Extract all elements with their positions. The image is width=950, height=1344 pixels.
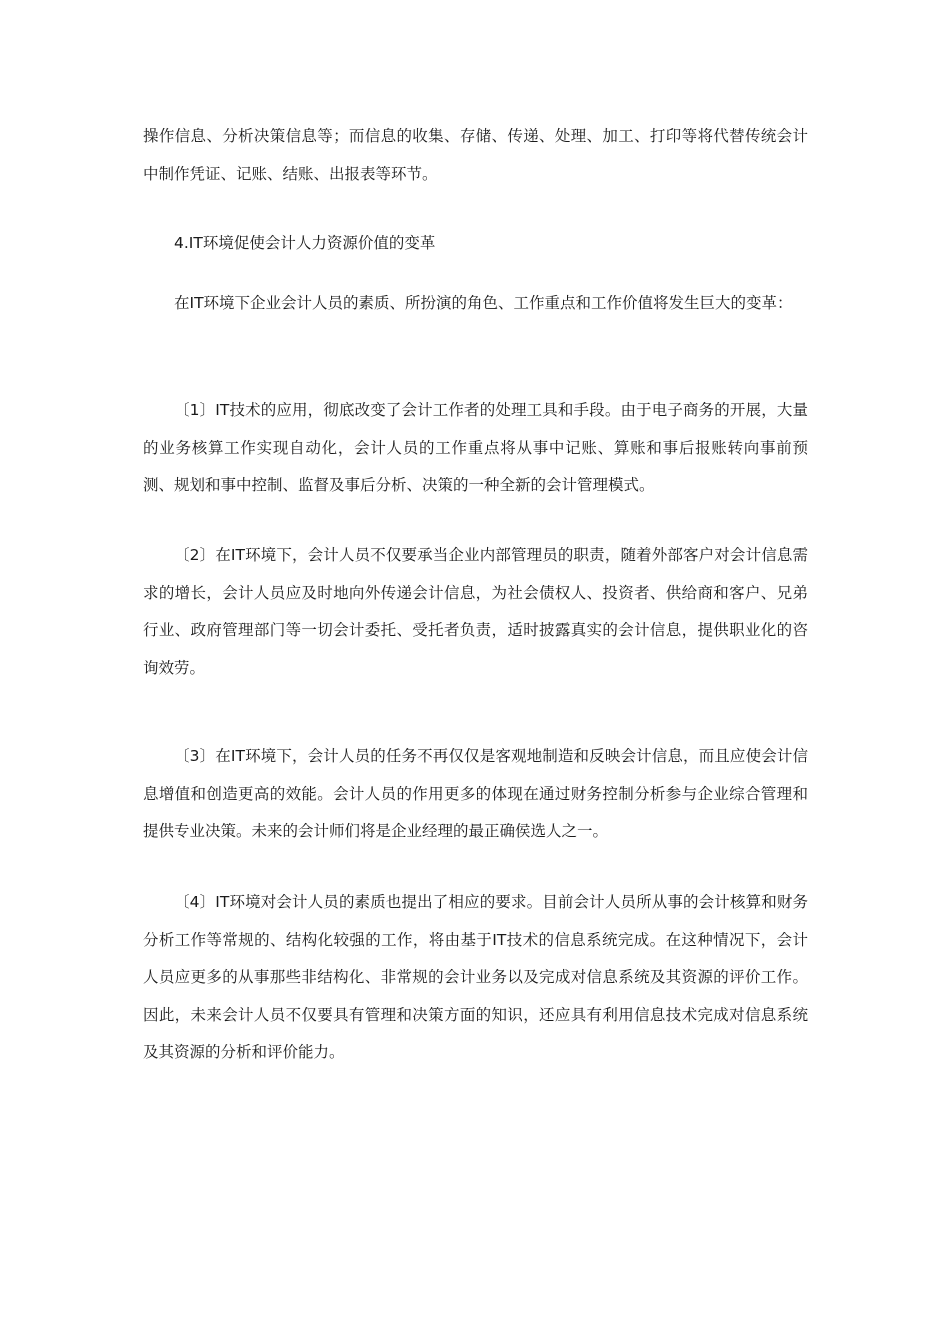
paragraph-intro: 在IT环境下企业会计人员的素质、所扮演的角色、工作重点和工作价值将发生巨大的变革： [174, 294, 793, 312]
paragraph-continuation: 操作信息、分析决策信息等；而信息的收集、存储、传递、处理、加工、打印等将代替传统会计中制作凭证、记账、结账、出报表等环节。 [143, 127, 808, 183]
paragraph-item-4: 〔4〕IT环境对会计人员的素质也提出了相应的要求。目前会计人员所从事的会计核算和财务分析工作等常规的、结构化较强的工作，将由基于IT技术的信息系统完成。在这种情况下，会计人员应更多的从事那些非结构化、非常规的会计业务以及完成对信息系统及其资源的评价工作。因此，未来会计人员不仅要具有管理和决策方面的知识，还应具有利用信息技术完成对信息系统及其资源的分析和评价能力。 [143, 893, 808, 1061]
paragraph-item-3: 〔3〕在IT环境下，会计人员的任务不再仅仅是客观地制造和反映会计信息，而且应使会计信息增值和创造更高的效能。会计人员的作用更多的体现在通过财务控制分析参与企业综合管理和提供专业决策。未来的会计师们将是企业经理的最正确侯选人之一。 [143, 747, 808, 840]
section-heading: 4.IT环境促使会计人力资源价值的变革 [174, 234, 436, 252]
paragraph-item-1: 〔1〕IT技术的应用，彻底改变了会计工作者的处理工具和手段。由于电子商务的开展，大量的业务核算工作实现自动化，会计人员的工作重点将从事中记账、算账和事后报账转向事前预测、规划和事中控制、监督及事后分析、决策的一种全新的会计管理模式。 [143, 401, 808, 494]
paragraph-item-2: 〔2〕在IT环境下，会计人员不仅要承当企业内部管理员的职责，随着外部客户对会计信息需求的增长，会计人员应及时地向外传递会计信息，为社会债权人、投资者、供给商和客户、兄弟行业、政府管理部门等一切会计委托、受托者负责，适时披露真实的会计信息，提供职业化的咨询效劳。 [143, 546, 808, 677]
